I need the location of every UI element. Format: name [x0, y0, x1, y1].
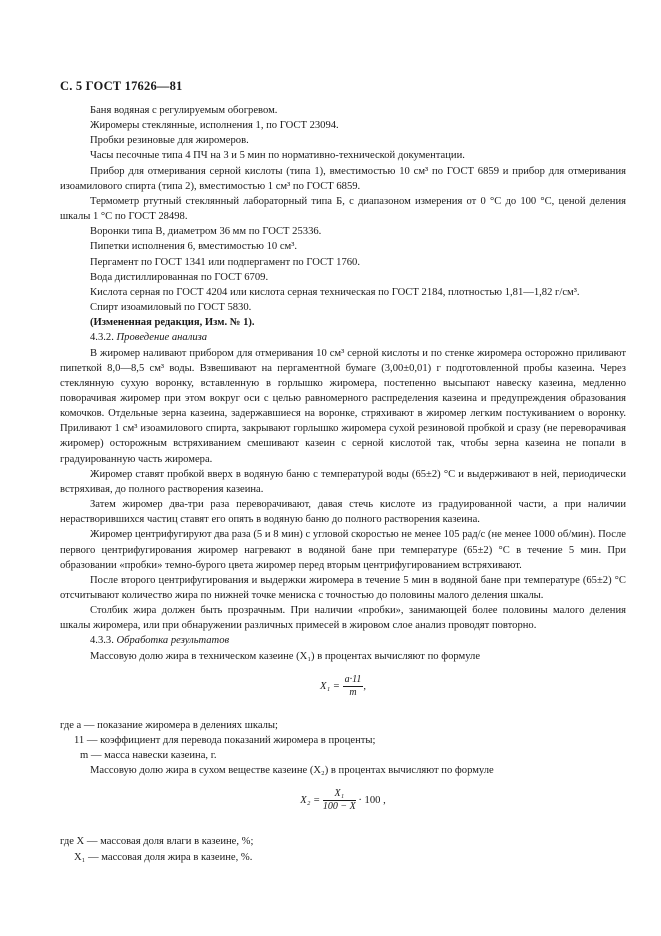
equipment-line: Баня водяная с регулируемым обогревом. [90, 105, 278, 116]
formula-fraction [323, 788, 356, 813]
section-heading-4-3-2 [60, 330, 626, 345]
formula-numerator: X₁ [323, 788, 356, 801]
formula-lhs: X₁ = [319, 680, 340, 692]
section-number: 4.3.3. [90, 635, 114, 647]
equipment-line: Часы песочные типа 4 ПЧ на 3 и 5 мин по нормативно-технической документации. [90, 150, 465, 162]
equipment-line: Вода дистиллированная по ГОСТ 6709. [90, 271, 269, 283]
section-title: Обработка результатов [116, 635, 230, 647]
paragraph: Столбик жира должен быть прозрачным. При наличии «пробки», занимающей более половины малого деления шкалы жиромера, или при обнаружении различных примесей в жировом слое анализ проводят повторно. [60, 605, 626, 632]
equipment-line: Термометр ртутный стеклянный лабораторный типа Б, с диапазоном измерения от 0 °С до 100 °С, ценой деления шкалы 1 °С по ГОСТ 28498. [60, 195, 626, 223]
where-line: m — масса навески казеина, г. [80, 750, 217, 762]
where-line: X₁ — массовая доля жира в казеине, %. [74, 851, 253, 863]
paragraph: Жиромер центрифугируют два раза (5 и 8 мин) с угловой скоростью не менее 105 рад/с (не менее 1000 об/мин). После первого центрифугирования жиромер нагревают в водяной бане при температуре (65±2) °С в течение 5 мин. При образовании «пробки» темно-бурого цвета жиромер перед вторым центрифугированием встряхивают. [60, 529, 626, 571]
section-number: 4.3.2. [90, 332, 114, 344]
formula-fraction [343, 673, 367, 699]
formula-numerator: a·11 [344, 673, 362, 685]
formula-x2 [60, 788, 626, 824]
paragraph: После второго центрифугирования и выдержки жиромера в течение 5 мин в водяной бане при температуре (65±2) °С отсчитывают количество жира по нижней точке мениска с точностью до половины малого деления шкалы. [60, 574, 626, 601]
where-line: где a — показание жиромера в делениях шкалы; [60, 719, 278, 731]
formula-denominator: m [349, 686, 357, 698]
equipment-line: Пергамент по ГОСТ 1341 или подпергамент по ГОСТ 1760. [90, 256, 360, 268]
equipment-line: Жиромеры стеклянные, исполнения 1, по ГОСТ 23094. [90, 120, 339, 132]
paragraph: Массовую долю жира в сухом веществе казеине (X₂) в процентах вычисляют по формуле [90, 765, 494, 777]
equipment-line: Кислота серная по ГОСТ 4204 или кислота серная техническая по ГОСТ 2184, плотностью 1,81—1,82 г/см³. [90, 286, 580, 298]
where-line: 11 — коэффициент для перевода показаний жиромера в проценты; [74, 734, 376, 746]
equipment-line: Прибор для отмеривания серной кислоты (типа 1), вместимостью 10 см³ по ГОСТ 6859 и прибор для отмеривания изоамилового спирта (типа 2), вместимостью 1 см³ по ГОСТ 6859. [60, 165, 626, 192]
formula-x1 [60, 674, 626, 708]
where-line: где X — массовая доля влаги в казеине, %; [60, 836, 254, 848]
equipment-line: Пипетки исполнения 6, вместимостью 10 см³. [90, 241, 298, 253]
section-title: Проведение анализа [116, 332, 208, 344]
document-body [60, 103, 626, 865]
paragraph: Жиромер ставят пробкой вверх в водяную баню с температурой воды (65±2) °С и выдерживают в ней, периодически встряхивая, до полного растворения казеина. [60, 468, 626, 495]
equipment-line: Спирт изоамиловый по ГОСТ 5830. [90, 302, 252, 314]
formula-tail: · 100 , [358, 795, 386, 807]
equipment-line: Пробки резиновые для жиромеров. [90, 135, 249, 147]
amendment-note: (Измененная редакция, Изм. № 1). [90, 317, 255, 329]
formula-lhs: X₂ = [300, 795, 321, 807]
paragraph: В жиромер наливают прибором для отмеривания 10 см³ серной кислоты и по стенке жиромера осторожно приливают пипеткой 8,0—8,5 см³ воды. Взвешивают на пергаментной бумаге (3,00±0,01) г подготовленной пробы казеина. Через стеклянную сухую воронку, вставленную в горлышко жиромера, постепенно высыпают навеску казеина, медленно поворачивая жиромер при этом вокруг оси с целью равномерного распределения казеина и предупреждения образования комочков. Отдельные зерна казеина, задержавшиеся на воронке, стряхивают в жиромер легким постукиванием о воронку. Приливают 1 см³ изоамилового спирта, закрывают горлышко жиромера сухой резиновой пробкой и сразу (не переворачивая жиромер) осторожным встряхиванием смешивают казеин с серной кислотой так, чтобы зерна казеина не попали в градуированную часть жиромера. [60, 347, 626, 465]
paragraph: Массовую долю жира в техническом казеине (X₁) в процентах вычисляют по формуле [90, 650, 481, 662]
page-header: С. 5 ГОСТ 17626—81 [60, 79, 183, 93]
paragraph: Затем жиромер два-три раза переворачивают, давая стечь кислоте из градуированной части, а при наличии нерастворившихся частиц ставят его опять в водяную баню до полного растворения казеина. [60, 499, 626, 526]
formula-denominator: 100 − X [322, 801, 356, 813]
equipment-line: Воронки типа В, диаметром 36 мм по ГОСТ 25336. [90, 226, 322, 238]
formula-tail: , [363, 680, 367, 692]
section-heading-4-3-3 [60, 633, 626, 648]
